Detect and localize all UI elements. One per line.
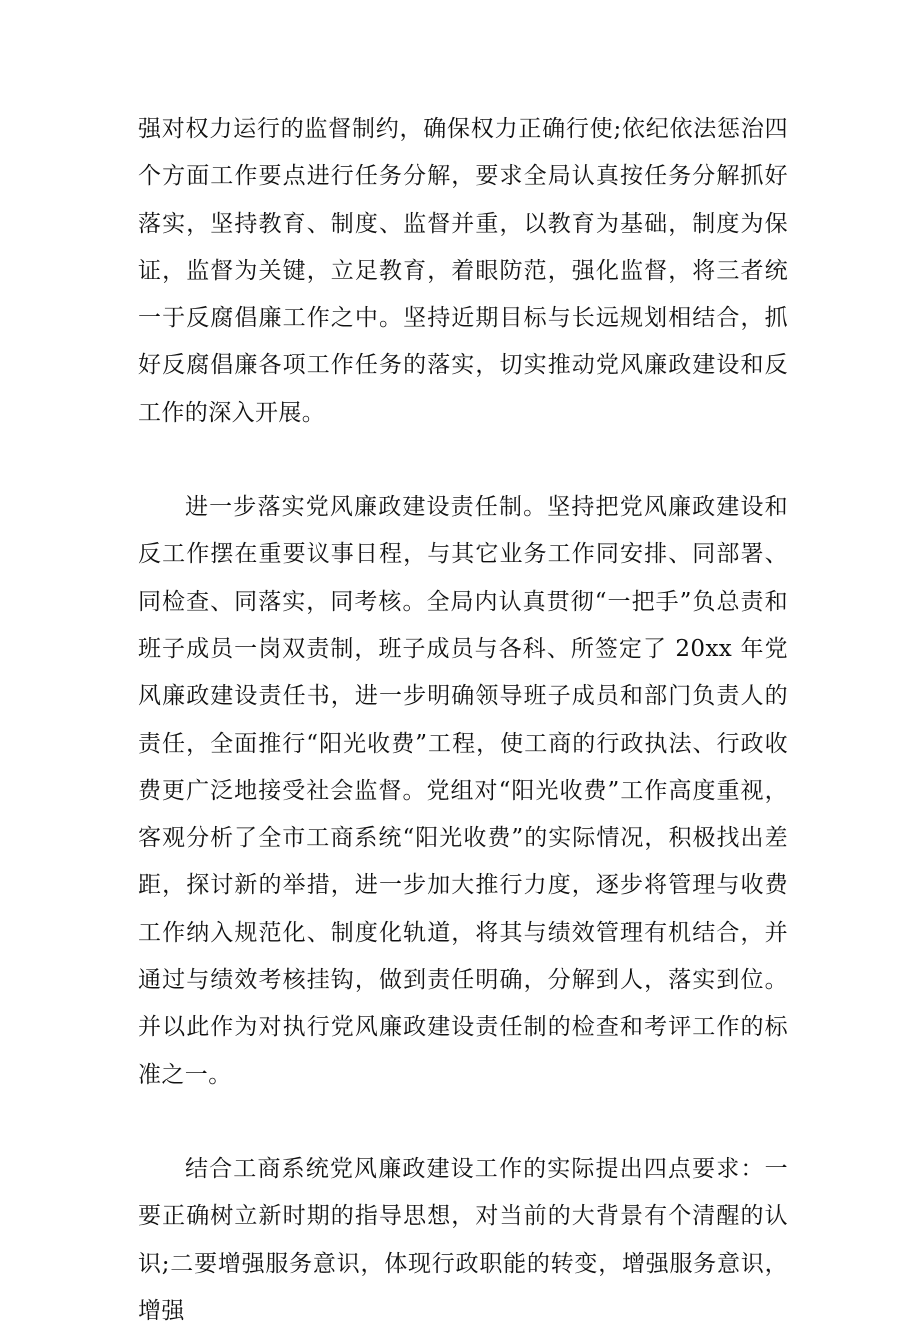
paragraph-1: 强对权力运行的监督制约，确保权力正确行使;依纪依法惩治四个方面工作要点进行任务分解，要求全局认真按任务分解抓好落实，坚持教育、制度、监督并重，以教育为基础，制度为保证，监督为关键，立足教育，着眼防范，强化监督，将三者统一于反腐倡廉工作之中。坚持近期目标与长远规划相结合，抓好反腐倡廉各项工作任务的落实，切实推动党风廉政建设和反工作的深入开展。 xyxy=(138,116,788,426)
paragraph-3: 结合工商系统党风廉政建设工作的实际提出四点要求：一要正确树立新时期的指导思想，对当前的大背景有个清醒的认识;二要增强服务意识，体现行政职能的转变，增强服务意识，增强 xyxy=(138,1155,788,1324)
document-body xyxy=(138,106,788,1335)
paragraph-2: 进一步落实党风廉政建设责任制。坚持把党风廉政建设和反工作摆在重要议事日程，与其它业务工作同安排、同部署、同检查、同落实，同考核。全局内认真贯彻“一把手”负总责和班子成员一岗双责制，班子成员与各科、所签定了 20xx 年党风廉政建设责任书，进一步明确领导班子成员和部门负责人的责任，全面推行“阳光收费”工程，使工商的行政执法、行政收费更广泛地接受社会监督。党组对“阳光收费”工作高度重视，客观分析了全市工商系统“阳光收费”的实际情况，积极找出差距，探讨新的举措，进一步加大推行力度，逐步将管理与收费工作纳入规范化、制度化轨道，将其与绩效管理有机结合，并通过与绩效考核挂钩，做到责任明确，分解到人，落实到位。并以此作为对执行党风廉政建设责任制的检查和考评工作的标准之一。 xyxy=(138,494,788,1088)
